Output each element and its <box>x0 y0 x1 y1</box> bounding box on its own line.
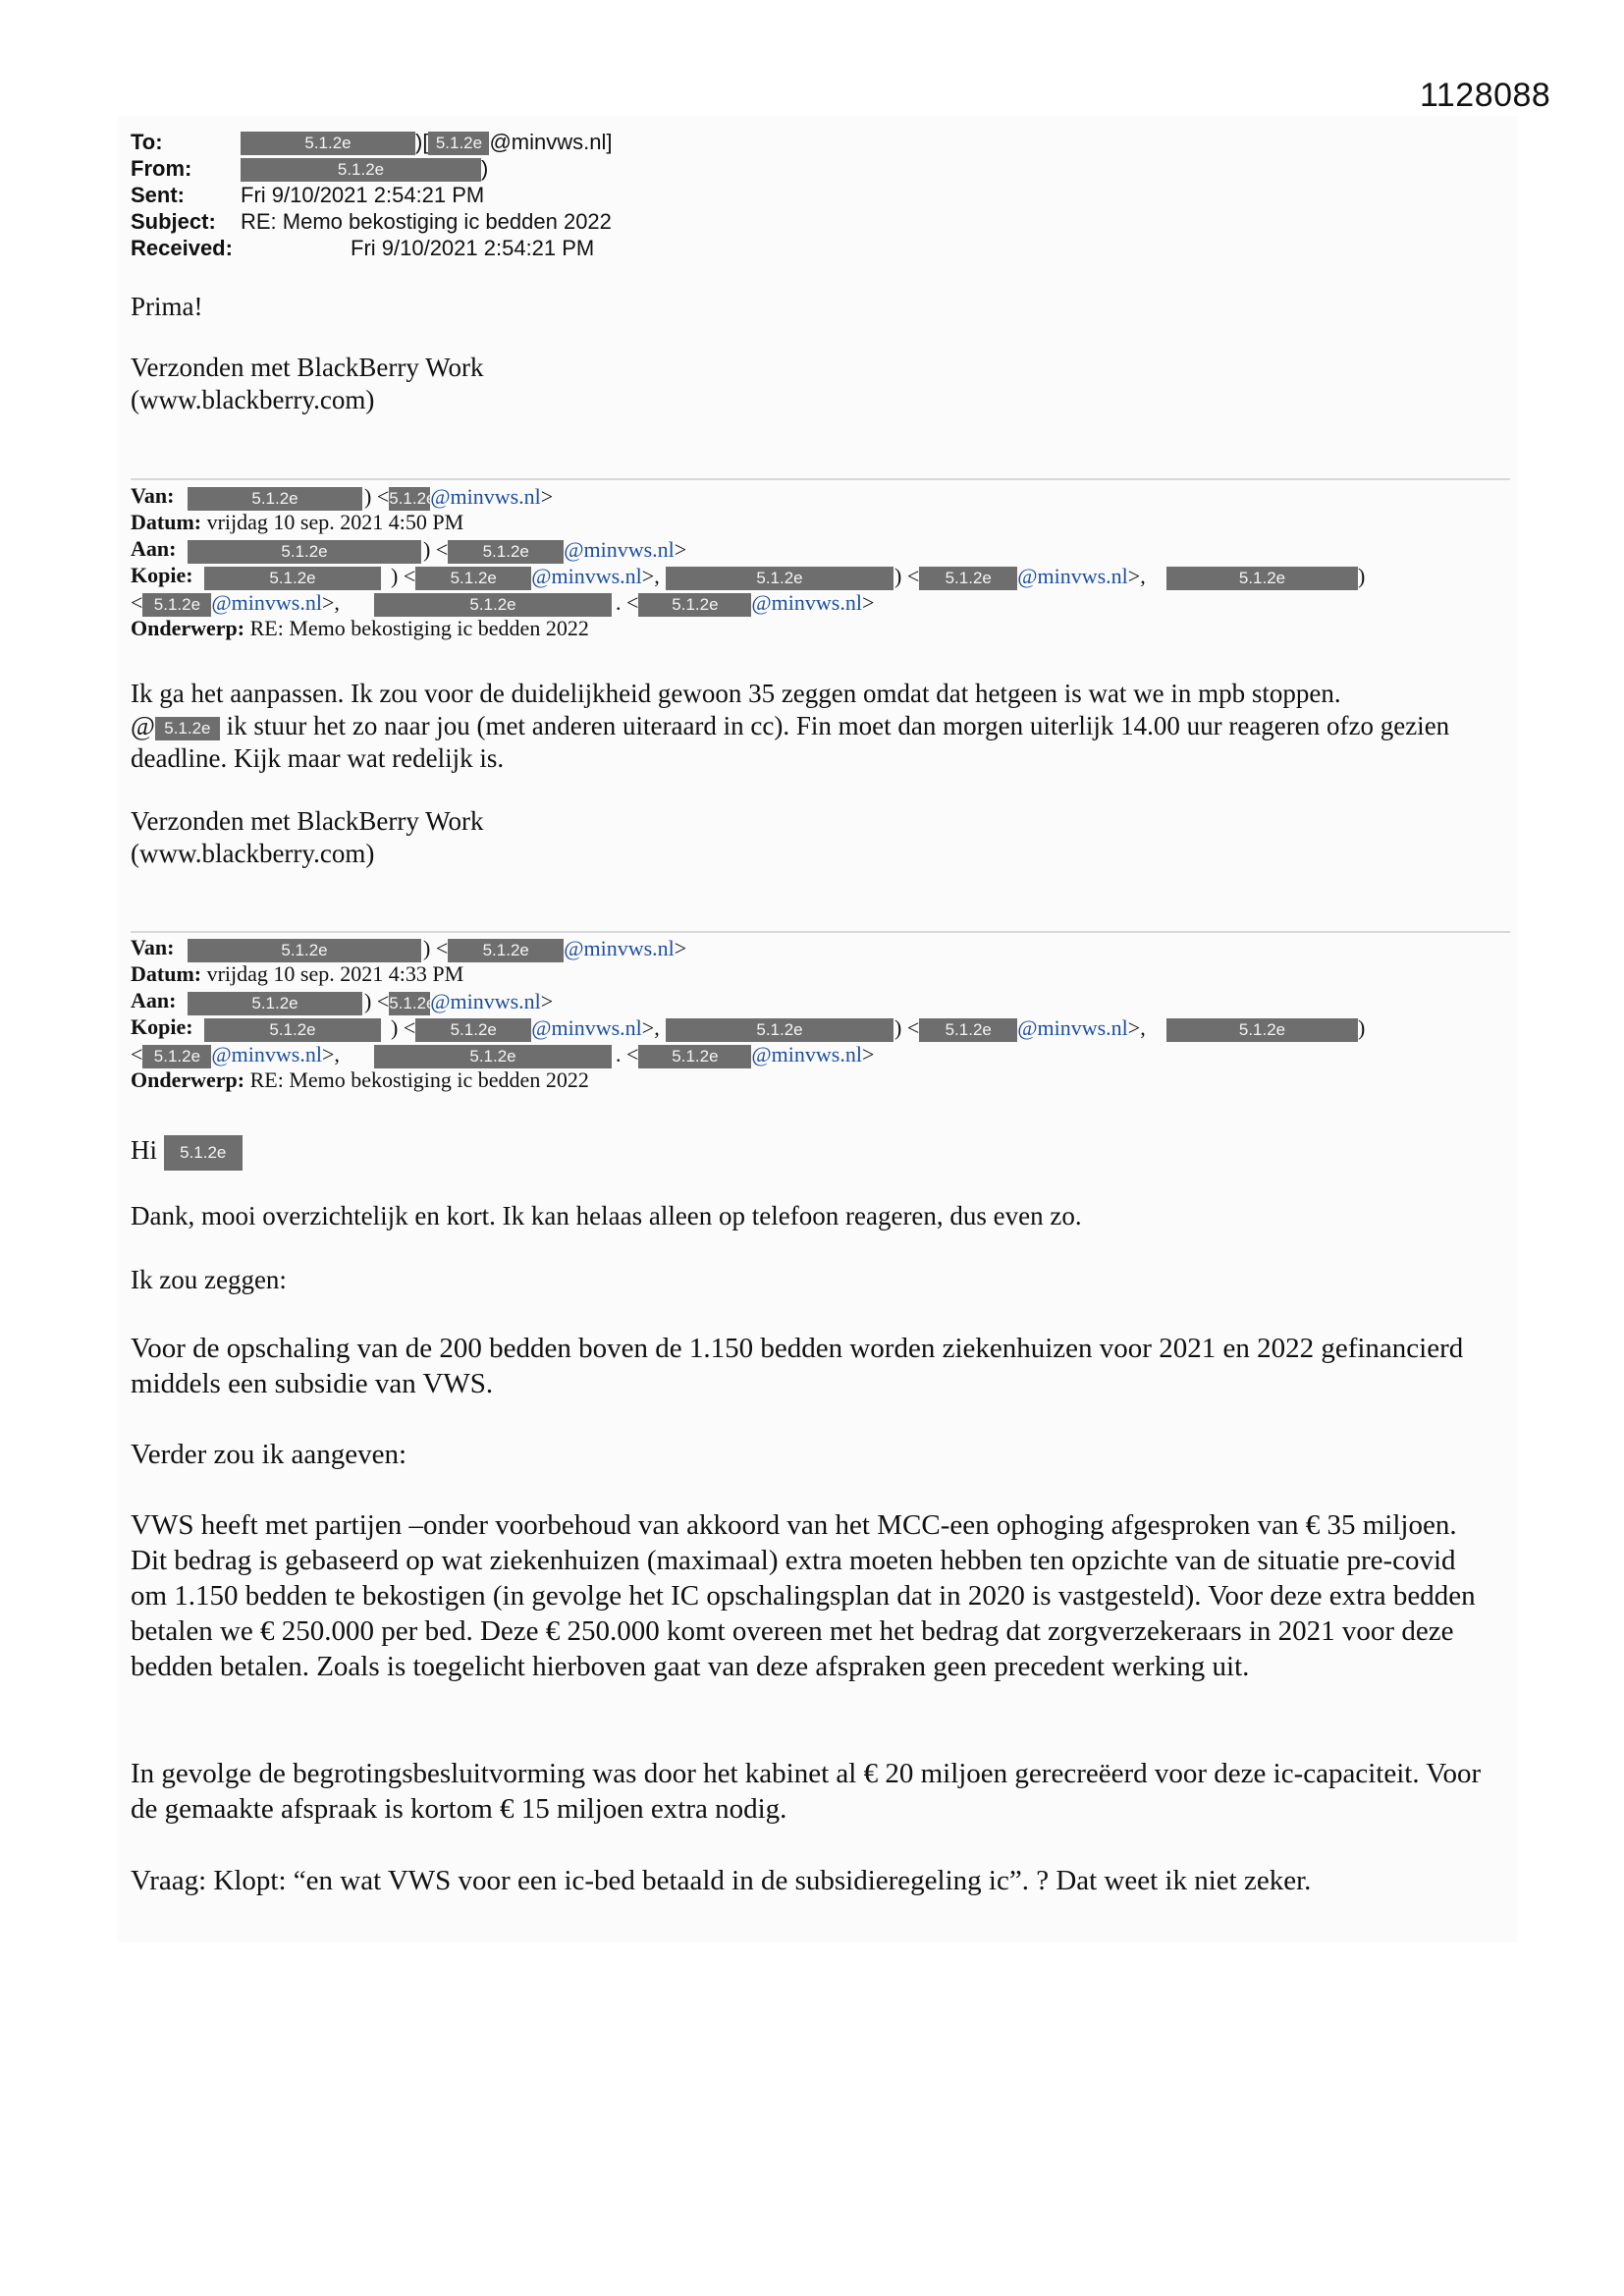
subject-label: Subject: <box>131 209 216 234</box>
redaction: 5.1.2e <box>164 1135 243 1171</box>
email-link[interactable]: @minvws.nl <box>211 1042 322 1066</box>
redaction: 5.1.2e <box>638 1045 751 1068</box>
to-label: To: <box>131 130 163 154</box>
email-link[interactable]: @minvws.nl <box>211 590 322 615</box>
redaction: 5.1.2e <box>142 593 211 617</box>
redaction: 5.1.2e <box>204 567 381 590</box>
email-link[interactable]: @minvws.nl <box>430 989 541 1013</box>
redaction: 5.1.2e <box>1166 567 1358 590</box>
message-header: Van: 5.1.2e ) < 5.1.2e @minvws.nl> Datum: vrijdag 10 sep. 2021 4:33 PM Aan: 5.1.2e ) <5.1.2e@minvws.nl> Kopie: 5.1.2e ) < 5.1.2e @minvws.nl>, 5.1.2e ) < 5.1.2e @minvws.nl>, 5.1.2e ) < 5.1.2e @minvws.nl>, 5.1.2e . < 5.1.2e @minvws.nl> Onderwerp: RE: Memo bekostiging ic bedden 2022 <box>131 935 1366 1092</box>
sent-label: Sent: <box>131 183 185 207</box>
email-link[interactable]: @minvws.nl <box>1017 564 1128 588</box>
email-link[interactable]: @minvws.nl <box>564 537 675 562</box>
message-header: Van: 5.1.2e ) <5.1.2e@minvws.nl> Datum: vrijdag 10 sep. 2021 4:50 PM Aan: 5.1.2e ) < 5.1.2e @minvws.nl> Kopie: 5.1.2e ) < 5.1.2e @minvws.nl>, 5.1.2e ) < 5.1.2e @minvws.nl>, 5.1.2e ) < 5.1.2e @minvws.nl>, 5.1.2e . < 5.1.2e @minvws.nl> Onderwerp: RE: Memo bekostiging ic bedden 2022 <box>131 483 1366 640</box>
redaction: 5.1.2e <box>374 593 612 617</box>
reply-greeting: Prima! <box>131 292 203 321</box>
email-link[interactable]: @minvws.nl <box>531 1015 642 1040</box>
received-label: Received: <box>131 236 233 260</box>
email-link[interactable]: @minvws.nl <box>1017 1015 1128 1040</box>
redaction: 5.1.2e <box>919 1018 1017 1042</box>
document-id: 1128088 <box>1420 77 1551 114</box>
email-link[interactable]: @minvws.nl <box>430 484 541 509</box>
email-link[interactable]: @minvws.nl <box>564 936 675 960</box>
redaction: 5.1.2e <box>374 1045 612 1068</box>
redaction: 5.1.2e <box>389 487 430 511</box>
redaction: 5.1.2e <box>448 939 564 962</box>
redaction: 5.1.2e <box>389 992 430 1015</box>
redaction: 5.1.2e <box>142 1045 211 1068</box>
redaction: 5.1.2e <box>638 593 751 617</box>
from-label: From: <box>131 156 192 181</box>
redaction: 5.1.2e <box>188 939 421 962</box>
redaction: 5.1.2e <box>241 132 415 155</box>
received-value: Fri 9/10/2021 2:54:21 PM <box>351 236 595 260</box>
message-body: Ik ga het aanpassen. Ik zou voor de duidelijkheid gewoon 35 zeggen omdat dat hetgeen is wat we in mpb stoppen. @ 5.1.2e ik stuur het zo naar jou (met anderen uiteraard in cc). Fin moet dan morgen uiterlijk 14.00 uur reageren ofzo gezien deadline. Kijk maar wat redelijk is. <box>131 679 1450 773</box>
redaction: 5.1.2e <box>666 567 893 590</box>
separator <box>131 931 1510 933</box>
redaction: 5.1.2e <box>666 1018 893 1042</box>
sent-value: Fri 9/10/2021 2:54:21 PM <box>241 183 485 207</box>
redaction: 5.1.2e <box>188 487 362 511</box>
redaction: 5.1.2e <box>428 132 489 155</box>
redaction: 5.1.2e <box>241 158 481 182</box>
signature: Verzonden met BlackBerry Work (www.blackberry.com) <box>131 806 484 868</box>
message-body: Hi 5.1.2e <box>131 1134 1505 1171</box>
redaction: 5.1.2e <box>188 992 362 1015</box>
redaction: 5.1.2e <box>155 717 220 740</box>
redaction: 5.1.2e <box>188 540 421 564</box>
to-domain: @minvws.nl] <box>489 130 613 154</box>
redaction: 5.1.2e <box>1166 1018 1358 1042</box>
email-link[interactable]: @minvws.nl <box>531 564 642 588</box>
email-link[interactable]: @minvws.nl <box>751 590 862 615</box>
redaction: 5.1.2e <box>919 567 1017 590</box>
redaction: 5.1.2e <box>204 1018 381 1042</box>
signature: Verzonden met BlackBerry Work (www.blackberry.com) <box>131 353 484 414</box>
redaction: 5.1.2e <box>415 567 531 590</box>
redaction: 5.1.2e <box>415 1018 531 1042</box>
email-link[interactable]: @minvws.nl <box>751 1042 862 1066</box>
subject-value: RE: Memo bekostiging ic bedden 2022 <box>241 209 612 234</box>
redaction: 5.1.2e <box>448 540 564 564</box>
reply-body <box>131 291 1505 323</box>
separator <box>131 478 1510 480</box>
